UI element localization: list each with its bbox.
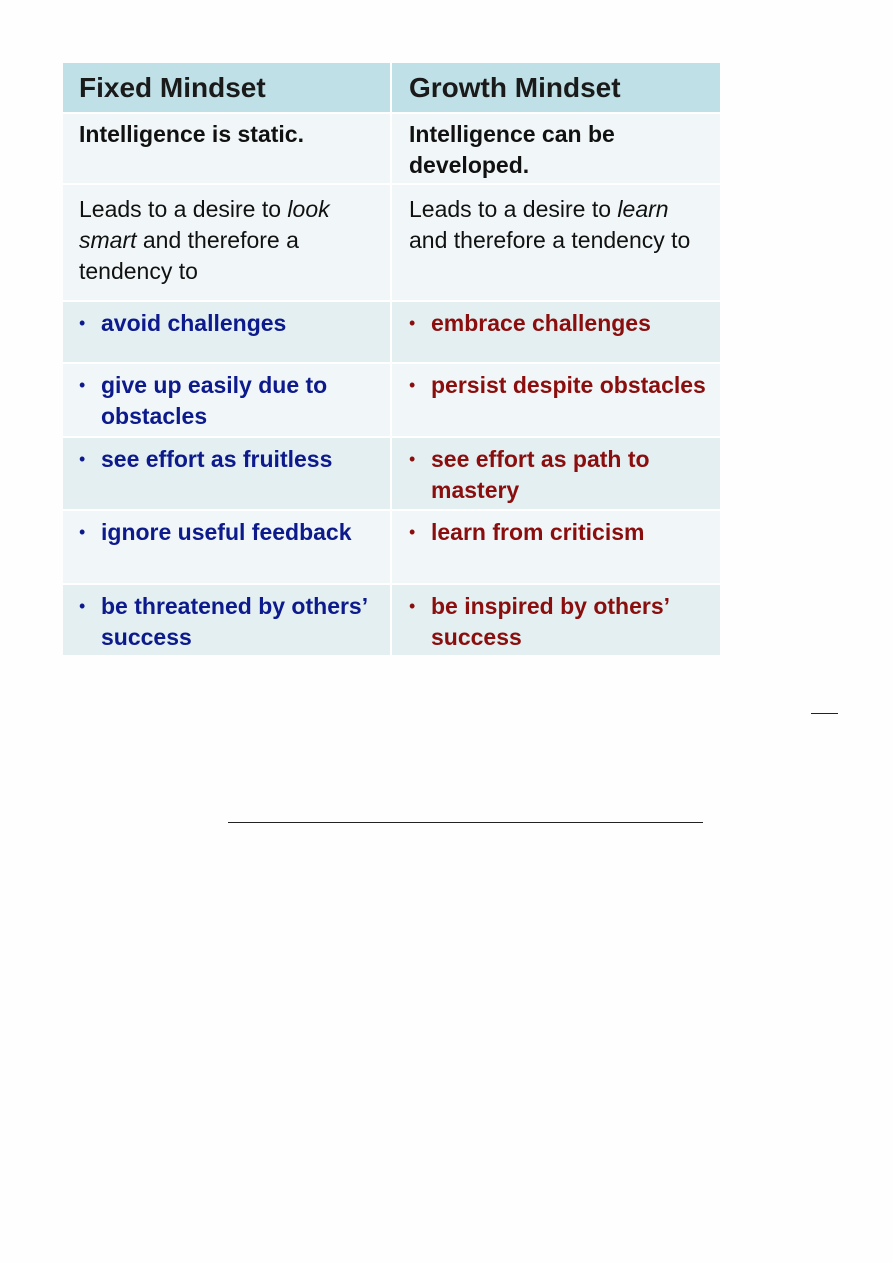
bullet-icon: • [79, 596, 86, 616]
behavior-fixed-2 [63, 436, 390, 509]
header-fixed-mindset: Fixed Mindset [63, 63, 390, 112]
behavior-text: persist despite obstacles [431, 372, 706, 398]
bullet-icon: • [409, 449, 416, 469]
behavior-text: embrace challenges [431, 310, 651, 336]
bullet-icon: • [79, 449, 86, 469]
desire-growth-emphasis: learn [617, 196, 669, 222]
behavior-growth-1 [390, 362, 720, 436]
behavior-growth-2 [390, 436, 720, 509]
belief-growth: Intelligence can be developed. [390, 112, 720, 183]
desire-fixed-before: Leads to a desire to [79, 196, 288, 222]
desire-fixed-after: and therefore a tendency to [79, 227, 299, 284]
desire-fixed [63, 183, 390, 300]
header-growth-mindset: Growth Mindset [390, 63, 720, 112]
behavior-fixed-3 [63, 509, 390, 583]
behavior-growth-4 [390, 583, 720, 655]
long-underline-rule [228, 822, 703, 823]
behavior-fixed-4 [63, 583, 390, 655]
desire-fixed-emphasis: look smart [79, 196, 330, 253]
behavior-text: learn from criticism [431, 519, 645, 545]
bullet-icon: • [409, 375, 416, 395]
behavior-text: be threatened by others’ success [101, 593, 367, 650]
behavior-fixed-0 [63, 300, 390, 362]
bullet-icon: • [409, 522, 416, 542]
behavior-growth-3 [390, 509, 720, 583]
short-underline-rule [811, 713, 838, 714]
behavior-text: give up easily due to obstacles [101, 372, 328, 429]
bullet-icon: • [79, 375, 86, 395]
bullet-icon: • [79, 522, 86, 542]
behavior-text: avoid challenges [101, 310, 287, 336]
behavior-growth-0 [390, 300, 720, 362]
behavior-text: be inspired by others’ success [431, 593, 669, 650]
behavior-fixed-1 [63, 362, 390, 436]
bullet-icon: • [409, 596, 416, 616]
desire-growth-before: Leads to a desire to [409, 196, 618, 222]
desire-growth-after: and therefore a tendency to [409, 227, 691, 253]
desire-growth [390, 183, 720, 300]
behavior-text: see effort as fruitless [101, 446, 333, 472]
bullet-icon: • [79, 313, 86, 333]
behavior-text: see effort as path to mastery [431, 446, 650, 503]
mindset-comparison-table [63, 63, 720, 655]
behavior-text: ignore useful feedback [101, 519, 352, 545]
bullet-icon: • [409, 313, 416, 333]
belief-fixed: Intelligence is static. [63, 112, 390, 183]
